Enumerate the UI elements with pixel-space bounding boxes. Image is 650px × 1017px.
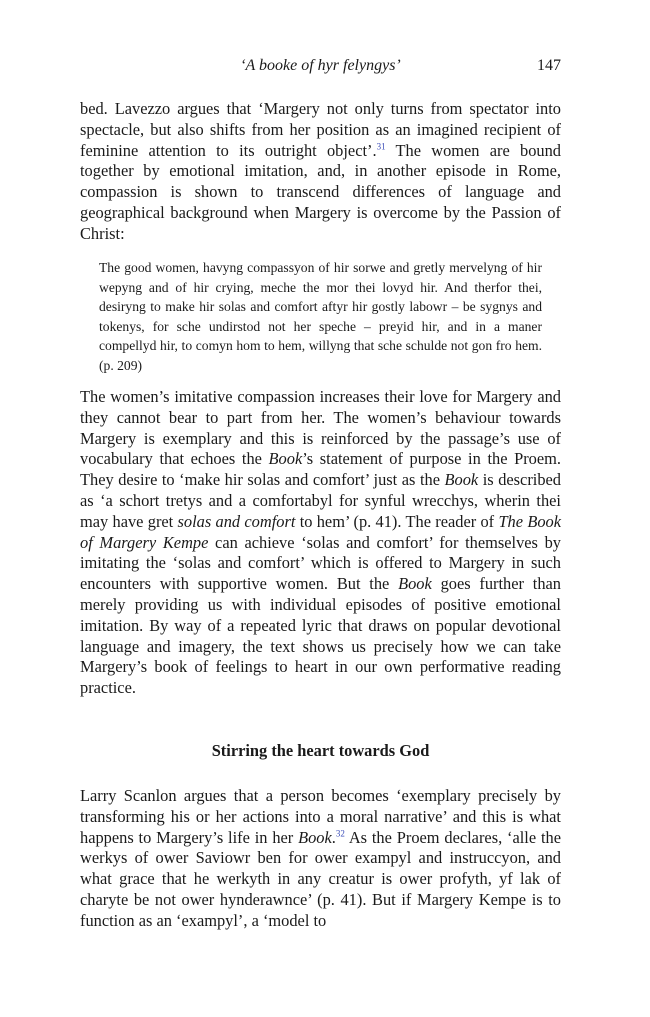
paragraph-2-book-2: Book (444, 470, 479, 490)
block-quote: The good women, havyng compassyon of hir sorwe and gretly mervelyng of hir wepyng and of hir crying, meche the mor thei lovyd hir. And therfor thei, desiryng to make hir solas and comfort aftyr hir gostly labowr – be sygnys and tokenys, for sche undirstod not her speche – preyid hir, and in a maner compellyd hir, to comyn hom to hem, willyng that sche schulde not gon fro hem. (p. 209) (99, 260, 542, 373)
paragraph-2 (80, 387, 561, 699)
paragraph-2-solas: solas and comfort (177, 511, 296, 531)
paragraph-2-book-1: Book (268, 449, 303, 469)
paragraph-3-text-a: Larry Scanlon argues that a person becomes ‘exemplary precisely by transforming his or her actions into a moral narrative’ and this is what happens to Margery’s life in her (80, 786, 561, 847)
page-number: 147 (537, 57, 561, 74)
paragraph-1-text-a: bed. Lavezzo argues that ‘Margery not only turns from spectator into spectacle, but also shifts from her position as an imagined recipient of feminine attention to its outright object’. (80, 99, 561, 160)
paragraph-2-text-a: The women’s imitative compassion increases their love for Margery and they cannot bear to part from her. The women’s behaviour towards Margery is exemplary and this is reinforced by the passage’s use of vocabulary that echoes the (80, 387, 561, 469)
paragraph-1 (80, 99, 561, 245)
paragraph-3-text-b: . (331, 827, 336, 847)
running-title: ‘A booke of hyr felyngys’ (240, 57, 401, 74)
paragraph-2-title: The Book of Margery Kempe (80, 511, 561, 552)
footnote-ref-32[interactable]: 32 (335, 828, 345, 839)
paragraph-1-text-b: The women are bound together by emotional imitation, and, in another episode in Rome, compassion is shown to transcend differences of language and geographical background when Margery is overcome by the Passion of Christ: (80, 140, 561, 243)
running-head (80, 57, 561, 79)
paragraph-3 (80, 786, 561, 932)
footnote-ref-31[interactable]: 31 (376, 141, 386, 152)
paragraph-2-book-3: Book (398, 574, 432, 594)
paragraph-2-text-d: to hem’ (p. 41). The reader of (295, 511, 499, 531)
paragraph-2-text-f: goes further than merely providing us with individual episodes of positive emotional imitation. By way of a repeated lyric that draws on popular devotional language and imagery, the text shows us precisely how we can take Margery’s book of feelings to heart in our own performative reading practice. (80, 574, 561, 698)
section-heading: Stirring the heart towards God (211, 741, 430, 760)
paragraph-2-text-c: is described as ‘a schort tretys and a comfortabyl for synful wrecchys, wherin thei may have gret (80, 470, 562, 531)
paragraph-3-text-c: As the Proem declares, ‘alle the werkys of ower Saviowr ben for ower exampyl and instruccyon, and what grace that he werkyth in any creatur is ower profyth, yf lak of charyte be not ower hynderawnce’ (p. 41). But if Margery Kempe is to function as an ‘exampyl’, a ‘model to (80, 827, 561, 930)
paragraph-3-book: Book (298, 827, 332, 847)
paragraph-2-text-b: ’s statement of purpose in the Proem. They desire to ‘make hir solas and comfort’ just as the (80, 449, 561, 490)
paragraph-2-text-e: can achieve ‘solas and comfort’ for themselves by imitating the ‘solas and comfort’ which is offered to Margery in such encounters with supportive women. But the (80, 532, 561, 594)
